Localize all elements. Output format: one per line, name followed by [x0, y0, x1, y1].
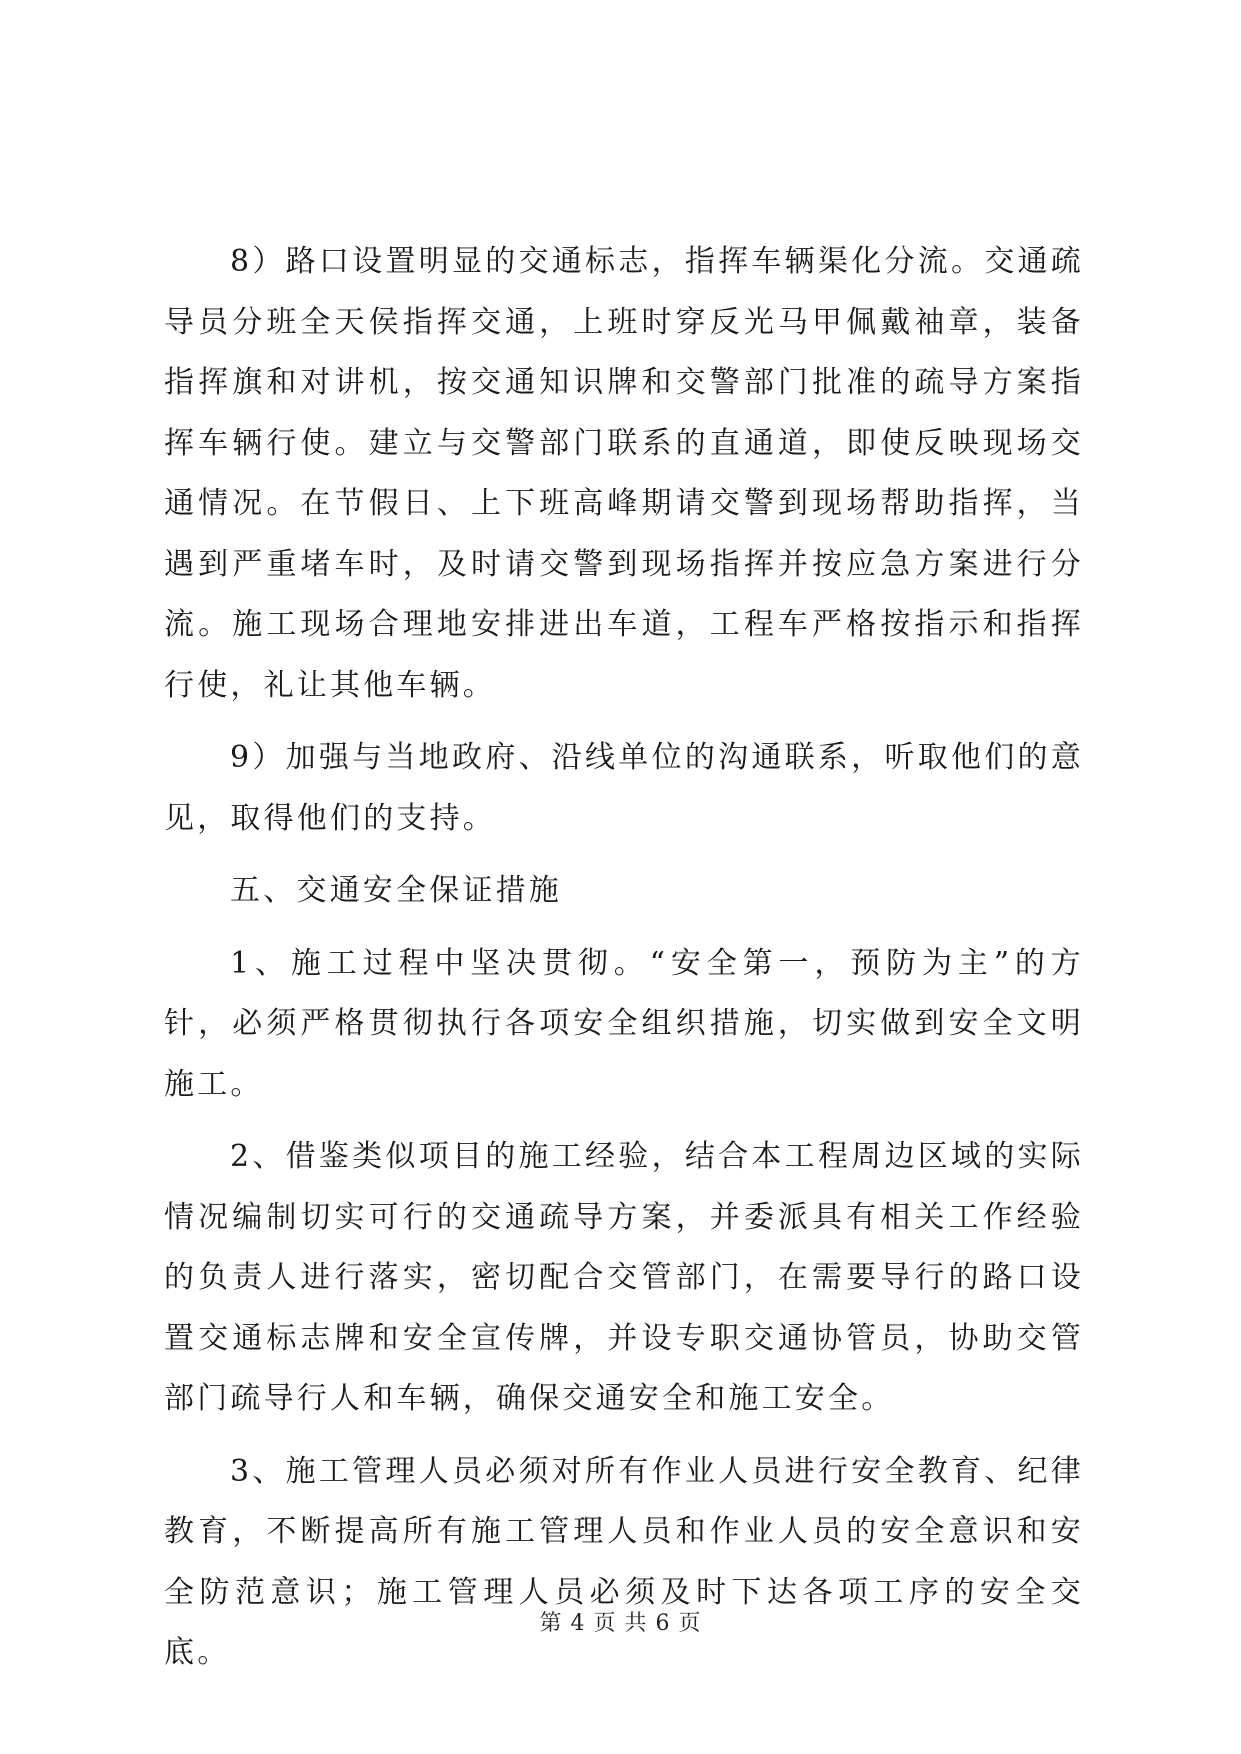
paragraph-item-8: 8）路口设置明显的交通标志，指挥车辆渠化分流。交通疏导员分班全天侯指挥交通，上班时穿反光马甲佩戴袖章，装备指挥旗和对讲机，按交通知识牌和交警部门批准的疏导方案指挥车辆行使。建立与交警部门联系的直通道，即使反映现场交通情况。在节假日、上下班高峰期请交警到现场帮助指挥，当遇到严重堵车时，及时请交警到现场指挥并按应急方案进行分流。施工现场合理地安排进出车道，工程车严格按指示和指挥行使，礼让其他车辆。 — [164, 244, 1084, 703]
paragraph-measure-3: 3、施工管理人员必须对所有作业人员进行安全教育、纪律教育，不断提高所有施工管理人员和作业人员的安全意识和安全防范意识；施工管理人员必须及时下达各项工序的安全交底。 — [164, 1453, 1084, 1670]
paragraph-measure-2: 2、借鉴类似项目的施工经验，结合本工程周边区域的实际情况编制切实可行的交通疏导方案，并委派具有相关工作经验的负责人进行落实，密切配合交管部门，在需要导行的路口设置交通标志牌和安全宣传牌，并设专职交通协管员，协助交管部门疏导行人和车辆，确保交通安全和施工安全。 — [164, 1139, 1084, 1416]
page-number-footer: 第 4 页 共 6 页 — [539, 1611, 702, 1636]
section-heading-traffic-safety: 五、交通安全保证措施 — [230, 873, 562, 908]
document-body — [164, 232, 1084, 1696]
paragraph-measure-1: 1、施工过程中坚决贯彻。“安全第一，预防为主”的方针，必须严格贯彻执行各项安全组织措施，切实做到安全文明施工。 — [164, 945, 1084, 1102]
paragraph-item-9: 9）加强与当地政府、沿线单位的沟通联系，听取他们的意见，取得他们的支持。 — [164, 740, 1084, 836]
